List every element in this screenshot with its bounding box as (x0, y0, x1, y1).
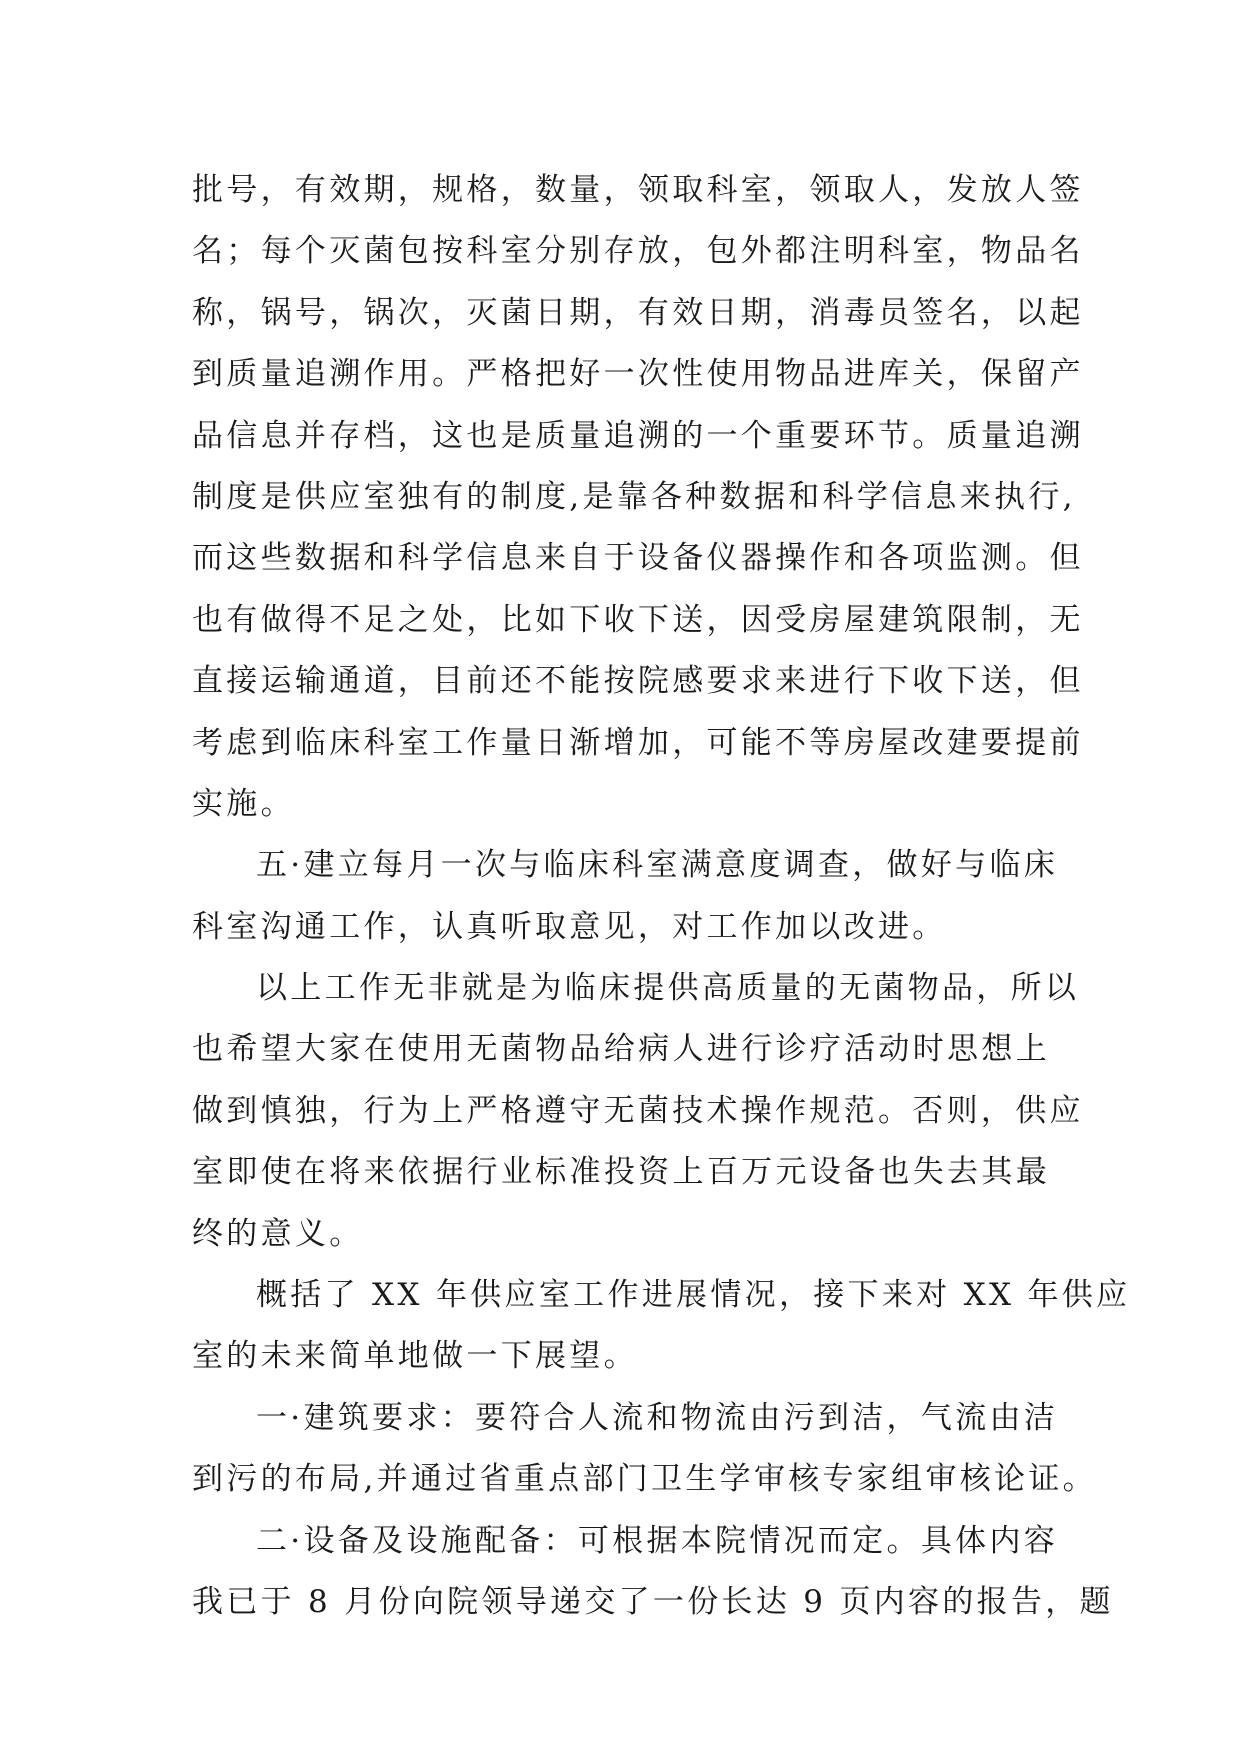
text-line: 到污的布局,并通过省重点部门卫生学审核专家组审核论证。 (192, 1461, 1097, 1498)
text-line: 概括了 XX 年供应室工作进展情况，接下来对 XX 年供应 (256, 1277, 1131, 1314)
text-line: 终的意义。 (192, 1215, 364, 1252)
text-line: 名；每个灭菌包按科室分别存放，包外都注明科室，物品名 (192, 233, 1084, 270)
text-line: 称，锅号，锅次，灭菌日期，有效日期，消毒员签名，以起 (192, 294, 1084, 331)
paragraph-traceability (192, 160, 1084, 835)
text-line: 而这些数据和科学信息来自于设备仪器操作和各项监测。但 (192, 540, 1084, 577)
text-line: 二·设备及设施配备：可根据本院情况而定。具体内容 (256, 1522, 1059, 1559)
text-line: 也希望大家在使用无菌物品给病人进行诊疗活动时思想上 (192, 1031, 1050, 1068)
paragraph-building-requirements (192, 1388, 1097, 1511)
text-line: 我已于 8 月份向院领导递交了一份长达 9 页内容的报告，题 (192, 1583, 1114, 1620)
paragraph-outlook-intro (192, 1265, 1131, 1388)
paragraph-summary (192, 958, 1084, 1265)
text-line: 一·建筑要求：要符合人流和物流由污到洁，气流由洁 (256, 1399, 1059, 1436)
text-line: 室的未来简单地做一下展望。 (192, 1338, 638, 1375)
paragraph-satisfaction-survey (192, 835, 1059, 958)
text-line: 批号，有效期，规格，数量，领取科室，领取人，发放人签 (192, 172, 1084, 208)
text-line: 以上工作无非就是为临床提供高质量的无菌物品，所以 (256, 970, 1080, 1007)
text-line: 做到慎独，行为上严格遵守无菌技术操作规范。否则，供应 (192, 1092, 1084, 1129)
text-line: 室即使在将来依据行业标准投资上百万元设备也失去其最 (192, 1154, 1050, 1191)
text-line: 到质量追溯作用。严格把好一次性使用物品进库关，保留产 (192, 356, 1084, 393)
text-line: 品信息并存档，这也是质量追溯的一个重要环节。质量追溯 (192, 417, 1084, 454)
document-body (192, 160, 1131, 1633)
text-line: 考虑到临床科室工作量日渐增加，可能不等房屋改建要提前 (192, 724, 1084, 761)
text-line: 科室沟通工作，认真听取意见，对工作加以改进。 (192, 908, 947, 945)
text-line: 直接运输通道，目前还不能按院感要求来进行下收下送，但 (192, 663, 1084, 700)
paragraph-equipment (192, 1511, 1114, 1634)
text-line: 也有做得不足之处，比如下收下送，因受房屋建筑限制，无 (192, 601, 1084, 638)
text-line: 实施。 (192, 785, 295, 822)
text-line: 制度是供应室独有的制度,是靠各种数据和科学信息来执行, (192, 478, 1076, 515)
text-line: 五·建立每月一次与临床科室满意度调查，做好与临床 (256, 847, 1059, 884)
